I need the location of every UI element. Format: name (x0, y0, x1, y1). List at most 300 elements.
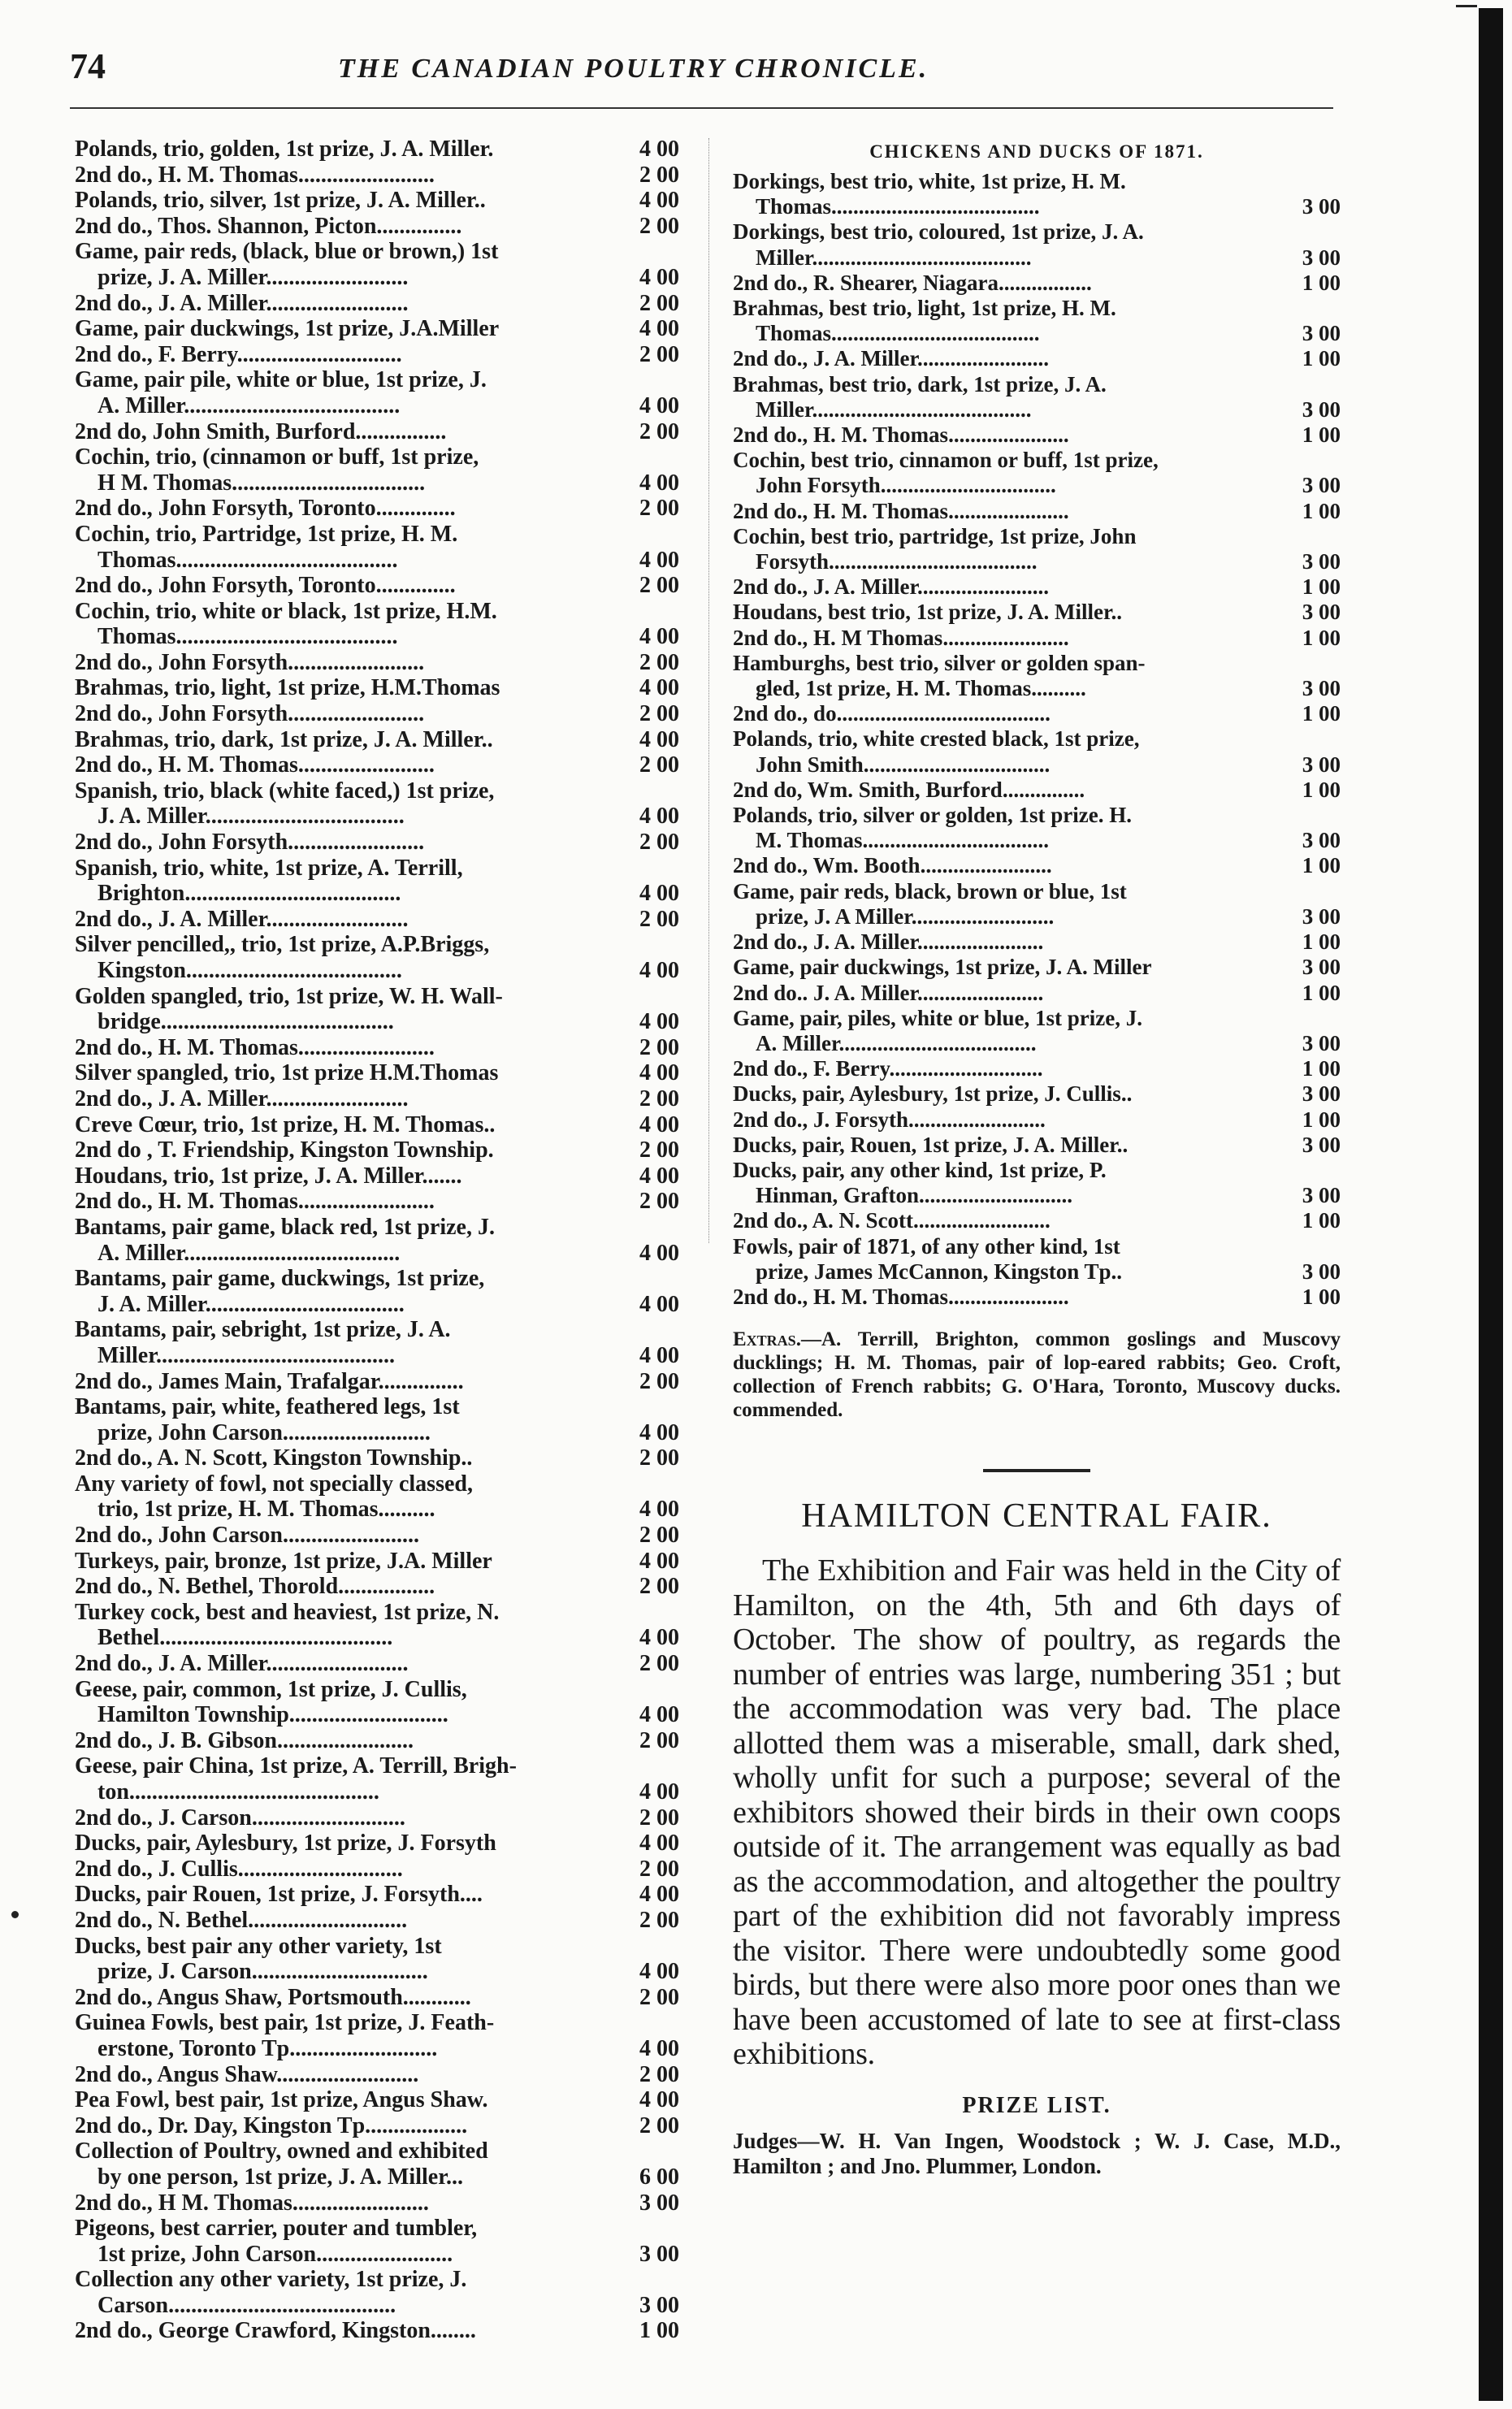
prize-entry (733, 524, 1341, 574)
page-edge-bar (1479, 8, 1503, 2401)
prize-amount: 4 00 (639, 881, 679, 907)
prize-entry-text (75, 778, 622, 830)
prize-entry-line: 2nd do., H. M. Thomas........................ (75, 162, 435, 188)
prize-entry-line: 2nd do., F. Berry............................. (75, 341, 402, 367)
prize-amount: 1 00 (639, 2318, 679, 2344)
prize-amount: 2 00 (639, 341, 679, 367)
prize-amount: 4 00 (639, 1060, 679, 1086)
prize-entry-line: Cochin, trio, white or black, 1st prize, H.M. (75, 598, 497, 624)
prize-entry-text (75, 1189, 622, 1215)
prize-entry-line: 2nd do., H. M. Thomas........................ (75, 752, 435, 778)
prize-entry-line: 2nd do., F. Berry............................ (733, 1056, 1043, 1081)
prize-entry-text (75, 1163, 622, 1189)
prize-entry-line: 2nd do., A. N. Scott......................... (733, 1208, 1051, 1233)
prize-entry-text (733, 524, 1284, 574)
prize-entry-text (733, 1056, 1284, 1081)
prize-entry (733, 955, 1341, 980)
prize-entry-text (75, 1600, 622, 1651)
prize-entry-text (75, 2087, 622, 2113)
prize-entry-line: 2nd do., H. M. Thomas........................ (75, 1189, 435, 1215)
prize-entry-text (75, 675, 622, 701)
prize-amount: 4 00 (639, 1625, 679, 1651)
prize-amount: 4 00 (639, 624, 679, 650)
prize-amount: 1 00 (1302, 1208, 1341, 1233)
prize-entry-text (75, 419, 622, 445)
prize-entry (75, 1600, 679, 1651)
prize-entry-line: Houdans, trio, 1st prize, J. A. Miller....... (75, 1163, 462, 1189)
prize-entry-line: Thomas....................................... (97, 624, 398, 650)
prize-entry-line: prize, J. A. Miller......................... (97, 264, 409, 290)
prize-entry-line: 2nd do., John Forsyth........................ (75, 701, 425, 727)
prize-entry-text (733, 1234, 1284, 1285)
prize-entry (75, 419, 679, 445)
article-title: HAMILTON CENTRAL FAIR. (801, 1497, 1272, 1536)
prize-amount: 6 00 (639, 2164, 679, 2190)
left-column-prize-list (75, 136, 679, 2344)
prize-entry-line: 2nd do., H. M. Thomas...................... (733, 498, 1069, 523)
prize-entry-text (75, 907, 622, 933)
prize-amount: 3 00 (1302, 549, 1341, 574)
prize-entry-line: 2nd do, John Smith, Burford................ (75, 418, 447, 444)
prize-entry-text (733, 778, 1284, 803)
prize-entry-line: ton............................................ (97, 1779, 379, 1805)
right-column (733, 136, 1341, 2179)
prize-amount: 2 00 (639, 1368, 679, 1394)
prize-entry (75, 1266, 679, 1317)
prize-entry-line: 2nd do., H. M Thomas....................... (733, 625, 1069, 650)
prize-amount: 1 00 (1302, 1284, 1341, 1309)
prize-amount: 2 00 (639, 1856, 679, 1882)
prize-entry-text (733, 1158, 1284, 1208)
extras-text: —A. Terrill, Brighton, common goslings and Muscovy ducklings; H. M. Thomas, pair of lop-eared rabbits; Geo. Croft, collection of French rabbits; G. O'Hara, Toronto, Muscovy ducks. commended. (733, 1328, 1341, 1422)
prize-entry (733, 726, 1341, 777)
prize-entry-line: 2nd do., Dr. Day, Kingston Tp.................. (75, 2112, 468, 2138)
prize-entry (75, 1753, 679, 1805)
prize-entry-line: Cochin, best trio, cinnamon or buff, 1st prize, (733, 448, 1159, 473)
prize-entry (75, 2138, 679, 2190)
prize-entry (733, 448, 1341, 498)
prize-entry-text (75, 599, 622, 650)
prize-amount: 4 00 (639, 136, 679, 162)
prize-amount: 1 00 (1302, 498, 1341, 523)
prize-entry-text (75, 291, 622, 317)
prize-entry-text (75, 1471, 622, 1523)
prize-entry (733, 422, 1341, 448)
prize-entry-text (75, 573, 622, 599)
prize-entry (75, 1549, 679, 1575)
prize-entry-text (75, 1215, 622, 1266)
prize-amount: 4 00 (639, 188, 679, 214)
prize-amount: 4 00 (639, 675, 679, 701)
prize-amount: 2 00 (639, 1574, 679, 1600)
prize-entry-line: Game, pair reds, (black, blue or brown,) 1st (75, 239, 499, 265)
prize-entry-text (75, 444, 622, 496)
prize-entry-line: A. Miller.................................... (756, 1030, 1037, 1055)
prize-entry-line: Geese, pair, common, 1st prize, J. Cullis, (75, 1676, 467, 1702)
prize-entry-line: prize, J. A Miller.......................... (756, 903, 1055, 929)
prize-entry (75, 342, 679, 368)
prize-entry (75, 2216, 679, 2267)
prize-entry (75, 1035, 679, 1061)
prize-entry (75, 1215, 679, 1266)
prize-entry-line: Bantams, pair game, black red, 1st prize, J. (75, 1214, 495, 1240)
prize-entry-line: 2nd do., John Forsyth, Toronto.............. (75, 573, 456, 599)
prize-entry-text (733, 271, 1284, 296)
extras-paragraph (733, 1328, 1341, 1422)
prize-entry-line: Ducks, pair, Aylesbury, 1st prize, J. Cullis.. (733, 1081, 1133, 1107)
prize-entry-text (75, 2318, 622, 2344)
prize-entry (733, 879, 1341, 929)
prize-entry (75, 1857, 679, 1883)
prize-amount: 4 00 (639, 726, 679, 752)
prize-entry (75, 599, 679, 650)
prize-entry-text (75, 188, 622, 214)
prize-entry-text (733, 169, 1284, 219)
prize-entry-line: 2nd do., Angus Shaw, Portsmouth............ (75, 1984, 471, 2010)
prize-entry-line: by one person, 1st prize, J. A. Miller... (97, 2164, 464, 2190)
prize-entry (733, 296, 1341, 346)
prize-entry-line: Brahmas, best trio, light, 1st prize, H. M. (733, 296, 1116, 321)
prize-entry-line: 2nd do., J. B. Gibson........................ (75, 1727, 414, 1753)
prize-amount: 3 00 (1302, 321, 1341, 346)
prize-entry-line: Spanish, trio, black (white faced,) 1st prize, (75, 778, 495, 804)
prize-entry-text (75, 727, 622, 753)
prize-entry-line: 2nd do., John Forsyth........................ (75, 830, 425, 856)
prize-entry (733, 1208, 1341, 1233)
prize-entry-line: 2nd do., H. M. Thomas........................ (75, 1034, 435, 1060)
prize-list-heading: PRIZE LIST. (962, 2092, 1111, 2118)
prize-amount: 2 00 (639, 1984, 679, 2010)
prize-amount: 1 00 (1302, 929, 1341, 955)
prize-amount: 4 00 (639, 264, 679, 290)
prize-entry-line: Ducks, best pair any other variety, 1st (75, 1933, 442, 1959)
prize-entry-line: Dorkings, best trio, white, 1st prize, H. M. (733, 169, 1126, 193)
prize-entry-line: prize, James McCannon, Kingston Tp.. (756, 1259, 1123, 1284)
prize-entry (75, 1677, 679, 1728)
prize-amount: 2 00 (639, 906, 679, 932)
prize-amount: 2 00 (639, 2112, 679, 2138)
prize-entry (75, 1112, 679, 1138)
prize-entry (75, 214, 679, 240)
prize-entry-line: Polands, trio, silver or golden, 1st prize. H. (733, 803, 1132, 828)
prize-entry-line: gled, 1st prize, H. M. Thomas.......... (756, 676, 1086, 701)
prize-entry-line: Pea Fowl, best pair, 1st prize, Angus Shaw. (75, 2087, 488, 2113)
prize-amount: 1 00 (1302, 625, 1341, 650)
prize-entry-line: Brahmas, trio, light, 1st prize, H.M.Thomas (75, 675, 500, 701)
prize-entry-line: 2nd do., J. A. Miller......................... (75, 1085, 409, 1111)
prize-entry-line: 2nd do., R. Shearer, Niagara................. (733, 270, 1092, 295)
prize-entry-text (75, 1549, 622, 1575)
prize-entry (75, 1471, 679, 1523)
prize-entry-line: Polands, trio, white crested black, 1st prize, (733, 726, 1140, 752)
prize-entry (75, 2318, 679, 2344)
prize-amount: 3 00 (1302, 600, 1341, 625)
prize-entry (75, 291, 679, 317)
prize-entry-line: Bantams, pair, sebright, 1st prize, J. A. (75, 1317, 451, 1343)
prize-entry-line: prize, John Carson.......................... (97, 1419, 431, 1445)
prize-amount: 4 00 (639, 1111, 679, 1137)
prize-entry (75, 907, 679, 933)
prize-entry-line: Golden spangled, trio, 1st prize, W. H. Wall- (75, 983, 503, 1009)
prize-entry (75, 1394, 679, 1445)
prize-entry-line: John Smith.................................. (756, 752, 1051, 777)
prize-entry (75, 778, 679, 830)
prize-entry-text (75, 1574, 622, 1600)
prize-entry-line: Game, pair pile, white or blue, 1st prize, J. (75, 367, 487, 393)
prize-entry-text (75, 1394, 622, 1445)
prize-entry (733, 600, 1341, 625)
prize-entry-line: Guinea Fowls, best pair, 1st prize, J. Feath- (75, 2010, 495, 2036)
prize-amount: 3 00 (1302, 194, 1341, 219)
prize-entry (75, 2113, 679, 2139)
prize-entry-line: Cochin, best trio, partridge, 1st prize, John (733, 523, 1137, 548)
prize-amount: 1 00 (1302, 853, 1341, 878)
prize-amount: 4 00 (639, 958, 679, 983)
prize-entry-line: Brighton...................................... (97, 881, 401, 907)
prize-entry-line: Brahmas, best trio, dark, 1st prize, J. A. (733, 371, 1107, 396)
prize-entry-text (75, 1985, 622, 2011)
prize-entry-line: 2nd do., H. M. Thomas...................... (733, 1284, 1069, 1309)
prize-entry-line: 2nd do., John Forsyth, Toronto.............. (75, 496, 456, 522)
prize-entry-line: 2nd do., J. A. Miller....................... (733, 929, 1044, 955)
prize-entry (733, 778, 1341, 803)
prize-entry (733, 981, 1341, 1006)
prize-entry-line: Game, pair, piles, white or blue, 1st prize, J. (733, 1005, 1142, 1030)
prize-amount: 2 00 (639, 418, 679, 444)
prize-entry-line: Hinman, Grafton............................ (756, 1183, 1073, 1208)
prize-entry-line: Forsyth...................................... (756, 549, 1038, 574)
prize-entry-text (733, 803, 1284, 853)
prize-entry (733, 1285, 1341, 1310)
prize-entry-line: Cochin, trio, Partridge, 1st prize, H. M. (75, 521, 458, 547)
prize-entry-line: 2nd do., J. A. Miller......................... (75, 1651, 409, 1677)
prize-amount: 2 00 (639, 2061, 679, 2087)
prize-entry-line: 2nd do., A. N. Scott, Kingston Township.. (75, 1445, 473, 1471)
prize-entry-line: J. A. Miller................................... (97, 804, 405, 830)
prize-entry (75, 856, 679, 907)
prize-entry (733, 1158, 1341, 1208)
prize-amount: 3 00 (1302, 1183, 1341, 1208)
prize-entry (733, 1234, 1341, 1285)
prize-entry (75, 573, 679, 599)
running-title: THE CANADIAN POULTRY CHRONICLE. (338, 54, 929, 84)
prize-entry-line: 2nd do., J. Cullis............................. (75, 1856, 403, 1882)
prize-amount: 4 00 (639, 1163, 679, 1189)
prize-amount: 3 00 (639, 2292, 679, 2318)
prize-entry-text (733, 1081, 1284, 1107)
prize-amount: 4 00 (639, 1291, 679, 1317)
prize-amount: 4 00 (639, 1702, 679, 1728)
prize-entry (75, 752, 679, 778)
prize-amount: 4 00 (639, 804, 679, 830)
prize-amount: 2 00 (639, 830, 679, 856)
prize-entry (75, 984, 679, 1035)
prize-amount: 4 00 (639, 1959, 679, 1985)
prize-amount: 4 00 (639, 1342, 679, 1368)
prize-entry-line: 2nd do., J. A. Miller........................ (733, 574, 1050, 600)
ink-dot (11, 1911, 19, 1918)
prize-entry-line: Miller.......................................... (97, 1342, 396, 1368)
prize-entry-line: Miller........................................ (756, 245, 1032, 270)
prize-entry (75, 932, 679, 983)
prize-entry-text (75, 1060, 622, 1086)
prize-entry-text (733, 1208, 1284, 1233)
prize-entry-text (733, 1285, 1284, 1310)
prize-amount: 2 00 (639, 1137, 679, 1163)
prize-entry-line: 2nd do., do....................................... (733, 701, 1051, 726)
prize-entry-line: 2nd do., John Carson........................ (75, 1523, 419, 1549)
prize-entry-line: 2nd do., H. M. Thomas...................... (733, 422, 1069, 448)
prize-entry-line: Thomas...................................... (756, 321, 1040, 346)
prize-entry-line: H M. Thomas.................................. (97, 470, 426, 496)
prize-entry-line: 2nd do., J. Carson........................... (75, 1805, 405, 1831)
prize-amount: 4 00 (639, 2035, 679, 2061)
prize-entry-text (733, 726, 1284, 777)
prize-entry-line: trio, 1st prize, H. M. Thomas.......... (97, 1497, 435, 1523)
prize-entry-line: Ducks, pair Rouen, 1st prize, J. Forsyth.... (75, 1882, 483, 1908)
prize-entry-text (75, 830, 622, 856)
prize-entry-text (75, 2267, 622, 2318)
prize-amount: 4 00 (639, 1548, 679, 1574)
prize-entry (75, 522, 679, 573)
prize-entry-line: Carson........................................ (97, 2292, 396, 2318)
prize-entry-line: Ducks, pair, Rouen, 1st prize, J. A. Miller.. (733, 1132, 1129, 1157)
prize-entry (75, 701, 679, 727)
prize-amount: 2 00 (639, 1805, 679, 1831)
prize-entry-text (733, 448, 1284, 498)
prize-amount: 3 00 (1302, 1081, 1341, 1107)
prize-entry-line: Polands, trio, silver, 1st prize, J. A. Miller.. (75, 188, 486, 214)
prize-amount: 2 00 (639, 1085, 679, 1111)
prize-entry-text (75, 984, 622, 1035)
prize-amount: 4 00 (639, 1240, 679, 1266)
prize-entry (733, 1056, 1341, 1081)
prize-entry-text (733, 422, 1284, 448)
prize-entry-text (75, 342, 622, 368)
prize-entry (733, 169, 1341, 219)
section-rule (983, 1469, 1090, 1472)
prize-entry-text (75, 1112, 622, 1138)
prize-amount: 2 00 (639, 496, 679, 522)
prize-entry-line: M. Thomas.................................. (756, 828, 1050, 853)
prize-amount: 2 00 (639, 573, 679, 599)
prize-entry-text (75, 316, 622, 342)
prize-entry-text (75, 496, 622, 522)
prize-amount: 2 00 (639, 1034, 679, 1060)
prize-entry (75, 367, 679, 418)
prize-entry (75, 2062, 679, 2088)
prize-amount: 3 00 (639, 2190, 679, 2216)
prize-entry-text (733, 955, 1284, 980)
prize-entry (733, 1107, 1341, 1133)
prize-entry (733, 499, 1341, 524)
prize-entry (75, 496, 679, 522)
prize-entry-text (75, 162, 622, 188)
prize-entry (733, 1133, 1341, 1158)
prize-entry (75, 675, 679, 701)
prize-entry-line: 2nd do., James Main, Trafalgar............... (75, 1368, 464, 1394)
prize-entry-line: Dorkings, best trio, coloured, 1st prize, J. A. (733, 219, 1144, 245)
prize-entry-text (75, 522, 622, 573)
prize-entry-text (75, 932, 622, 983)
prize-entry (75, 188, 679, 214)
prize-entry-line: 1st prize, John Carson........................ (97, 2241, 453, 2267)
prize-entry-line: Thomas....................................... (97, 547, 398, 573)
prize-entry (733, 803, 1341, 853)
prize-entry (733, 219, 1341, 270)
prize-entry (75, 136, 679, 162)
prize-entry-line: Bantams, pair, white, feathered legs, 1st (75, 1394, 460, 1420)
prize-amount: 2 00 (639, 752, 679, 778)
prize-entry (75, 1137, 679, 1163)
right-prize-list (733, 169, 1341, 1310)
prize-entry-line: 2nd do., John Forsyth........................ (75, 649, 425, 675)
prize-entry-line: 2nd do., J. A. Miller........................ (733, 346, 1050, 371)
prize-amount: 3 00 (1302, 245, 1341, 270)
prize-entry-text (75, 1753, 622, 1805)
prize-entry-line: 2nd do., J. Forsyth......................... (733, 1107, 1046, 1132)
prize-entry-text (733, 372, 1284, 422)
prize-entry-text (75, 701, 622, 727)
prize-entry-text (75, 1137, 622, 1163)
prize-entry-line: 2nd do., Wm. Booth........................ (733, 853, 1052, 878)
prize-entry-line: Houdans, best trio, 1st prize, J. A. Miller.. (733, 600, 1122, 625)
prize-entry-text (75, 1523, 622, 1549)
prize-entry (75, 1445, 679, 1471)
prize-amount: 4 00 (639, 547, 679, 573)
prize-amount: 2 00 (639, 1651, 679, 1677)
prize-entry (75, 1523, 679, 1549)
prize-amount: 3 00 (1302, 1030, 1341, 1055)
page-header (70, 42, 1321, 89)
prize-amount: 2 00 (639, 649, 679, 675)
prize-entry (733, 1081, 1341, 1107)
prize-entry-line: 2nd do.. J. A. Miller....................... (733, 980, 1044, 1005)
prize-entry-text (733, 626, 1284, 651)
prize-amount: 3 00 (1302, 473, 1341, 498)
prize-entry-text (75, 239, 622, 290)
prize-entry (733, 372, 1341, 422)
prize-amount: 2 00 (639, 701, 679, 727)
prize-entry-text (75, 2138, 622, 2190)
prize-entry-text (75, 2062, 622, 2088)
edge-mark (1456, 5, 1477, 17)
prize-amount: 3 00 (1302, 676, 1341, 701)
prize-entry-text (733, 296, 1284, 346)
prize-entry (733, 626, 1341, 651)
prize-entry-text (75, 1857, 622, 1883)
prize-amount: 2 00 (639, 1523, 679, 1549)
prize-entry-text (75, 1934, 622, 1985)
prize-entry (733, 271, 1341, 296)
prize-entry-text (75, 1086, 622, 1112)
prize-amount: 3 00 (1302, 1259, 1341, 1284)
prize-entry-text (75, 1651, 622, 1677)
prize-amount: 3 00 (639, 2241, 679, 2267)
prize-amount: 4 00 (639, 1779, 679, 1805)
prize-amount: 3 00 (1302, 828, 1341, 853)
prize-entry-text (733, 879, 1284, 929)
prize-entry-line: Silver spangled, trio, 1st prize H.M.Thomas (75, 1060, 499, 1086)
prize-entry-text (75, 1831, 622, 1857)
prize-entry (733, 853, 1341, 878)
prize-entry-text (733, 1006, 1284, 1056)
prize-amount: 4 00 (639, 470, 679, 496)
prize-entry-text (733, 853, 1284, 878)
prize-entry-line: Cochin, trio, (cinnamon or buff, 1st prize, (75, 444, 479, 470)
prize-entry-line: Game, pair duckwings, 1st prize, J. A. Miller (733, 955, 1152, 980)
prize-entry-text (733, 346, 1284, 371)
